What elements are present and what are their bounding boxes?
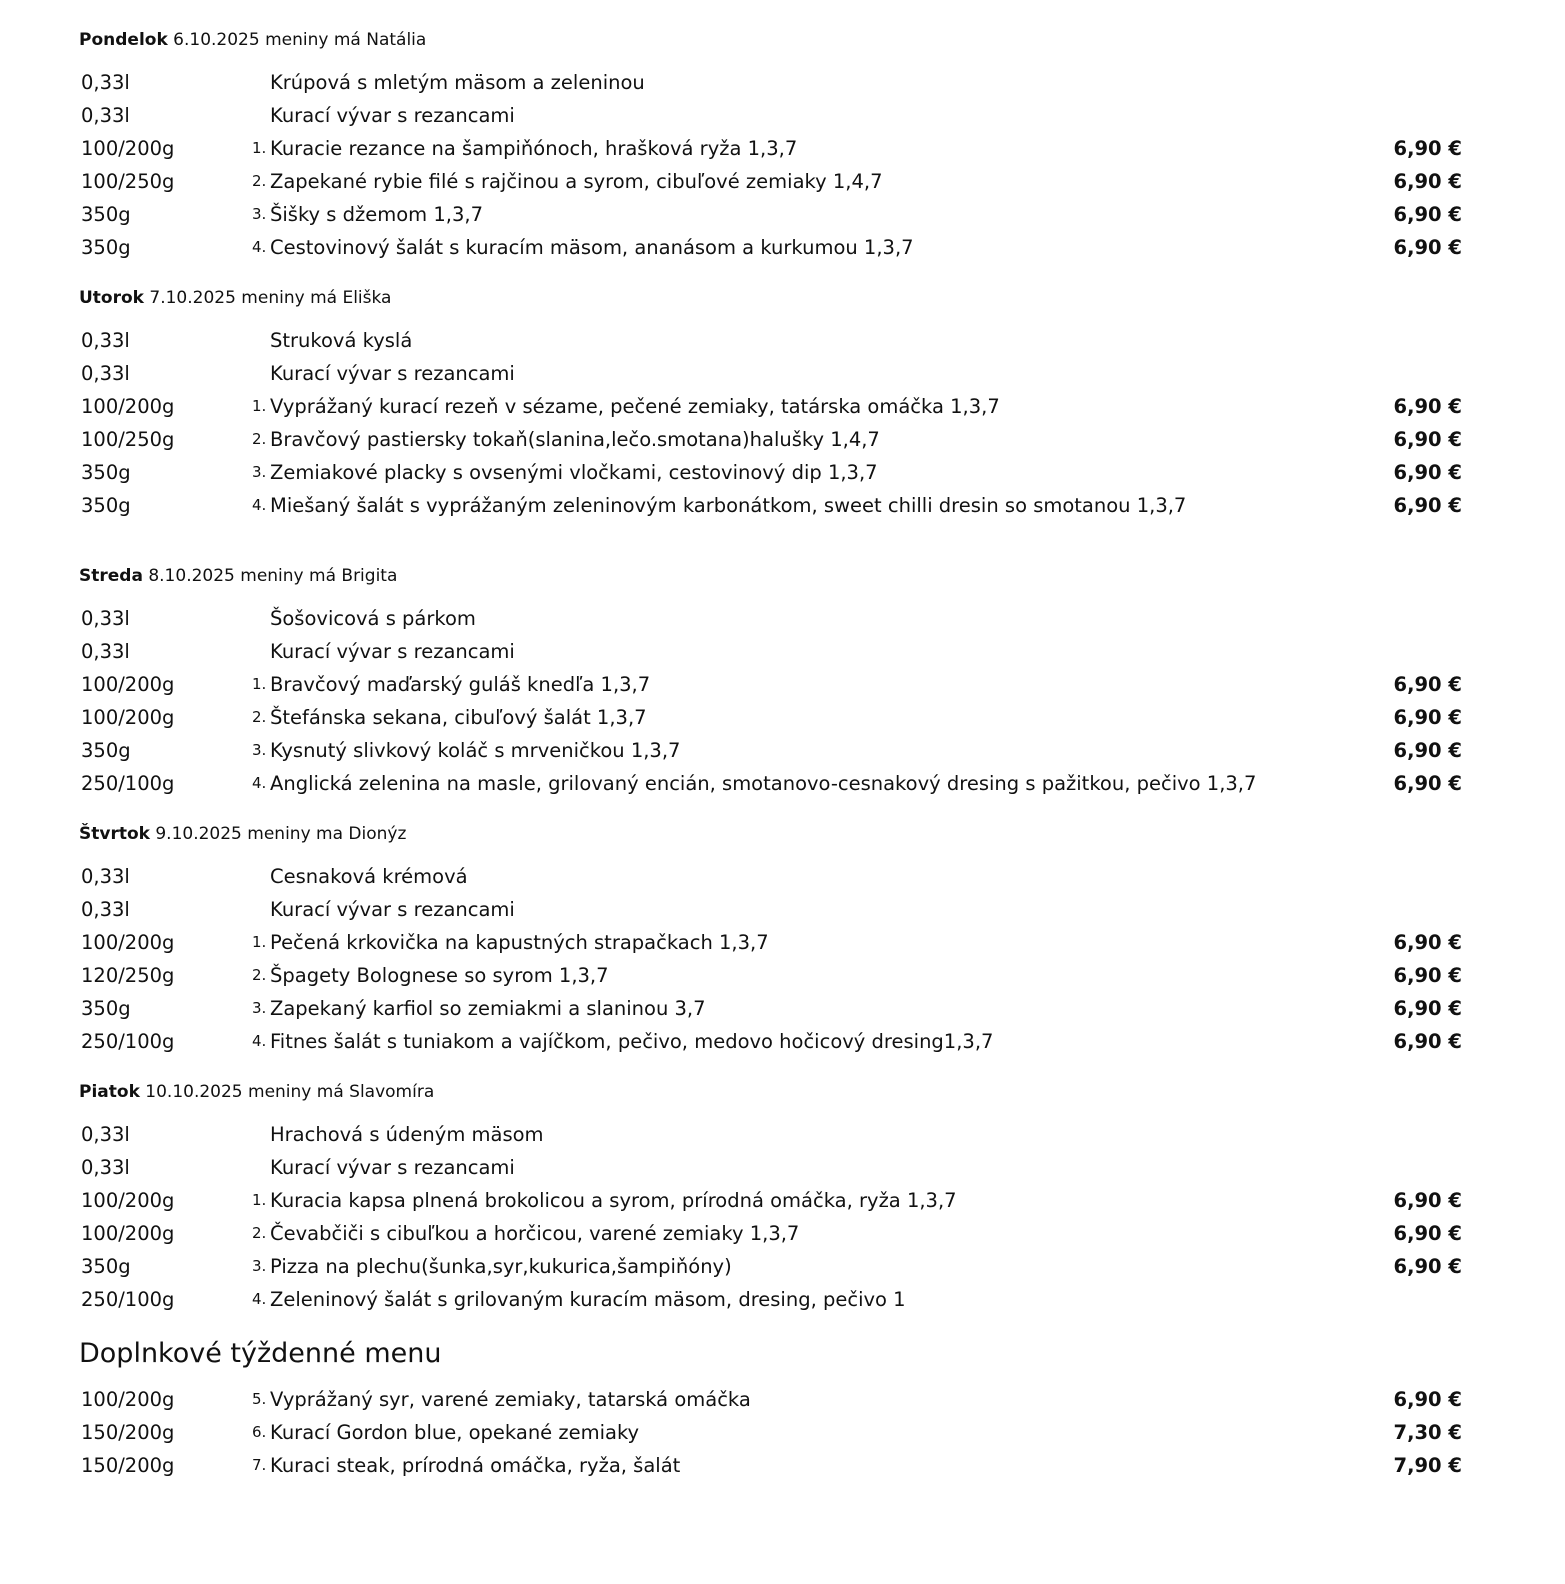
day-header — [79, 824, 406, 844]
portion-size: 0,33l — [81, 1123, 130, 1146]
dish-name: Kurací Gordon blue, opekané zemiaky — [270, 1421, 640, 1444]
dish-number: 2. — [252, 172, 267, 190]
dish-name: Cesnaková krémová — [270, 865, 468, 888]
day-name: Štvrtok — [79, 824, 150, 844]
portion-size: 120/250g — [81, 964, 175, 987]
dish-number: 3. — [252, 463, 267, 481]
menu-item-row — [0, 1453, 1565, 1486]
dish-number: 2. — [252, 708, 267, 726]
portion-size: 350g — [81, 739, 131, 762]
menu-item-row — [0, 169, 1565, 202]
portion-size: 250/100g — [81, 772, 175, 795]
dish-price: 7,30 € — [1393, 1421, 1462, 1444]
dish-number: 3. — [252, 999, 267, 1017]
dish-name: Kurací vývar s rezancami — [270, 898, 515, 921]
weekly-menu-title: Doplnkové týždenné menu — [79, 1338, 442, 1369]
portion-size: 100/200g — [81, 706, 175, 729]
menu-item-row — [0, 328, 1565, 361]
portion-size: 100/250g — [81, 428, 175, 451]
dish-price: 6,90 € — [1393, 494, 1462, 517]
menu-item-row — [0, 996, 1565, 1029]
portion-size: 350g — [81, 494, 131, 517]
dish-name: Čevabčiči s cibuľkou a horčicou, varené zemiaky 1,3,7 — [270, 1222, 800, 1245]
menu-item-row — [0, 864, 1565, 897]
dish-number: 2. — [252, 1224, 267, 1242]
dish-number: 6. — [252, 1423, 267, 1441]
day-header — [79, 566, 397, 586]
portion-size: 100/200g — [81, 1388, 175, 1411]
menu-item-row — [0, 897, 1565, 930]
dish-number: 1. — [252, 933, 267, 951]
dish-price: 6,90 € — [1393, 997, 1462, 1020]
dish-price: 6,90 € — [1393, 395, 1462, 418]
dish-number: 3. — [252, 741, 267, 759]
menu-item-row — [0, 639, 1565, 672]
portion-size: 0,33l — [81, 640, 130, 663]
day-name: Streda — [79, 566, 143, 586]
dish-number: 2. — [252, 966, 267, 984]
dish-name: Zapekané rybie filé s rajčinou a syrom, cibuľové zemiaky 1,4,7 — [270, 170, 883, 193]
menu-item-row — [0, 1420, 1565, 1453]
dish-name: Šišky s džemom 1,3,7 — [270, 203, 483, 226]
dish-price: 6,90 € — [1393, 931, 1462, 954]
menu-item-row — [0, 361, 1565, 394]
dish-number: 1. — [252, 139, 267, 157]
portion-size: 100/200g — [81, 1222, 175, 1245]
dish-number: 3. — [252, 1257, 267, 1275]
portion-size: 250/100g — [81, 1288, 175, 1311]
dish-name: Šošovicová s párkom — [270, 607, 476, 630]
dish-price: 6,90 € — [1393, 1189, 1462, 1212]
portion-size: 0,33l — [81, 898, 130, 921]
menu-item-row — [0, 1254, 1565, 1287]
menu-item-row — [0, 136, 1565, 169]
portion-size: 150/200g — [81, 1454, 175, 1477]
dish-price: 6,90 € — [1393, 203, 1462, 226]
dish-name: Bravčový pastiersky tokaň(slanina,lečo.smotana)halušky 1,4,7 — [270, 428, 880, 451]
portion-size: 150/200g — [81, 1421, 175, 1444]
menu-item-row — [0, 738, 1565, 771]
day-header — [79, 30, 426, 50]
day-name: Utorok — [79, 288, 144, 308]
dish-number: 1. — [252, 397, 267, 415]
dish-number: 3. — [252, 205, 267, 223]
menu-item-row — [0, 1188, 1565, 1221]
dish-name: Zeleninový šalát s grilovaným kuracím mäsom, dresing, pečivo 1 — [270, 1288, 906, 1311]
menu-item-row — [0, 70, 1565, 103]
dish-name: Kurací vývar s rezancami — [270, 1156, 515, 1179]
menu-item-row — [0, 1387, 1565, 1420]
portion-size: 100/200g — [81, 931, 175, 954]
day-info: 10.10.2025 meniny má Slavomíra — [139, 1082, 435, 1102]
dish-name: Kysnutý slivkový koláč s mrveničkou 1,3,7 — [270, 739, 681, 762]
menu-item-row — [0, 394, 1565, 427]
dish-price: 6,90 € — [1393, 706, 1462, 729]
portion-size: 350g — [81, 997, 131, 1020]
dish-number: 1. — [252, 1191, 267, 1209]
day-info: 6.10.2025 meniny má Natália — [167, 30, 427, 50]
dish-name: Kurací vývar s rezancami — [270, 362, 515, 385]
portion-size: 0,33l — [81, 104, 130, 127]
day-header — [79, 1082, 434, 1102]
menu-item-row — [0, 672, 1565, 705]
dish-number: 4. — [252, 238, 267, 256]
portion-size: 350g — [81, 236, 131, 259]
dish-price: 6,90 € — [1393, 964, 1462, 987]
menu-item-row — [0, 963, 1565, 996]
dish-name: Zapekaný karfiol so zemiakmi a slaninou 3,7 — [270, 997, 706, 1020]
dish-price: 6,90 € — [1393, 739, 1462, 762]
menu-item-row — [0, 202, 1565, 235]
dish-name: Štefánska sekana, cibuľový šalát 1,3,7 — [270, 706, 647, 729]
dish-number: 4. — [252, 774, 267, 792]
dish-price: 6,90 € — [1393, 428, 1462, 451]
dish-name: Krúpová s mletým mäsom a zeleninou — [270, 71, 645, 94]
day-name: Piatok — [79, 1082, 140, 1102]
dish-price: 6,90 € — [1393, 673, 1462, 696]
portion-size: 0,33l — [81, 1156, 130, 1179]
dish-name: Kuracia kapsa plnená brokolicou a syrom, prírodná omáčka, ryža 1,3,7 — [270, 1189, 957, 1212]
portion-size: 100/200g — [81, 137, 175, 160]
portion-size: 0,33l — [81, 71, 130, 94]
dish-name: Špagety Bolognese so syrom 1,3,7 — [270, 964, 609, 987]
dish-name: Bravčový maďarský guláš knedľa 1,3,7 — [270, 673, 651, 696]
day-info: 8.10.2025 meniny má Brigita — [142, 566, 398, 586]
portion-size: 100/250g — [81, 170, 175, 193]
menu-item-row — [0, 235, 1565, 268]
dish-name: Kurací vývar s rezancami — [270, 640, 515, 663]
dish-price: 6,90 € — [1393, 1030, 1462, 1053]
dish-name: Zemiakové placky s ovsenými vločkami, cestovinový dip 1,3,7 — [270, 461, 878, 484]
portion-size: 0,33l — [81, 607, 130, 630]
dish-price: 6,90 € — [1393, 236, 1462, 259]
dish-name: Kurací vývar s rezancami — [270, 104, 515, 127]
dish-name: Pizza na plechu(šunka,syr,kukurica,šampiňóny) — [270, 1255, 732, 1278]
menu-item-row — [0, 427, 1565, 460]
menu-item-row — [0, 771, 1565, 804]
menu-item-row — [0, 930, 1565, 963]
menu-item-row — [0, 103, 1565, 136]
dish-number: 4. — [252, 496, 267, 514]
menu-item-row — [0, 1155, 1565, 1188]
dish-name: Fitnes šalát s tuniakom a vajíčkom, pečivo, medovo hočicový dresing1,3,7 — [270, 1030, 994, 1053]
day-info: 7.10.2025 meniny má Eliška — [143, 288, 392, 308]
dish-price: 7,90 € — [1393, 1454, 1462, 1477]
dish-number: 5. — [252, 1390, 267, 1408]
portion-size: 350g — [81, 203, 131, 226]
menu-item-row — [0, 1287, 1565, 1320]
dish-name: Vyprážaný kurací rezeň v sézame, pečené zemiaky, tatárska omáčka 1,3,7 — [270, 395, 1000, 418]
menu-item-row — [0, 460, 1565, 493]
portion-size: 100/200g — [81, 1189, 175, 1212]
dish-price: 6,90 € — [1393, 1255, 1462, 1278]
dish-name: Vyprážaný syr, varené zemiaky, tatarská omáčka — [270, 1388, 751, 1411]
portion-size: 350g — [81, 461, 131, 484]
menu-item-row — [0, 493, 1565, 526]
dish-number: 4. — [252, 1290, 267, 1308]
dish-price: 6,90 € — [1393, 1388, 1462, 1411]
menu-item-row — [0, 1122, 1565, 1155]
portion-size: 0,33l — [81, 362, 130, 385]
dish-name: Pečená krkovička na kapustných strapačkach 1,3,7 — [270, 931, 769, 954]
dish-price: 6,90 € — [1393, 137, 1462, 160]
day-header — [79, 288, 391, 308]
dish-name: Anglická zelenina na masle, grilovaný encián, smotanovo-cesnakový dresing s pažitkou, pečivo 1,3,7 — [270, 772, 1257, 795]
dish-number: 2. — [252, 430, 267, 448]
dish-name: Struková kyslá — [270, 329, 413, 352]
dish-number: 1. — [252, 675, 267, 693]
day-name: Pondelok — [79, 30, 168, 50]
dish-price: 6,90 € — [1393, 461, 1462, 484]
menu-item-row — [0, 606, 1565, 639]
portion-size: 0,33l — [81, 329, 130, 352]
dish-name: Miešaný šalát s vyprážaným zeleninovým karbonátkom, sweet chilli dresin so smotanou 1,3,7 — [270, 494, 1187, 517]
portion-size: 350g — [81, 1255, 131, 1278]
portion-size: 100/200g — [81, 673, 175, 696]
dish-name: Kuraci steak, prírodná omáčka, ryža, šalát — [270, 1454, 681, 1477]
menu-item-row — [0, 1029, 1565, 1062]
portion-size: 250/100g — [81, 1030, 175, 1053]
dish-name: Kuracie rezance na šampiňónoch, hrašková ryža 1,3,7 — [270, 137, 798, 160]
dish-price: 6,90 € — [1393, 170, 1462, 193]
day-info: 9.10.2025 meniny ma Dionýz — [149, 824, 407, 844]
menu-item-row — [0, 1221, 1565, 1254]
dish-number: 7. — [252, 1456, 267, 1474]
dish-price: 6,90 € — [1393, 1222, 1462, 1245]
portion-size: 100/200g — [81, 395, 175, 418]
dish-name: Cestovinový šalát s kuracím mäsom, ananásom a kurkumou 1,3,7 — [270, 236, 914, 259]
portion-size: 0,33l — [81, 865, 130, 888]
menu-item-row — [0, 705, 1565, 738]
dish-name: Hrachová s údeným mäsom — [270, 1123, 544, 1146]
dish-number: 4. — [252, 1032, 267, 1050]
dish-price: 6,90 € — [1393, 772, 1462, 795]
